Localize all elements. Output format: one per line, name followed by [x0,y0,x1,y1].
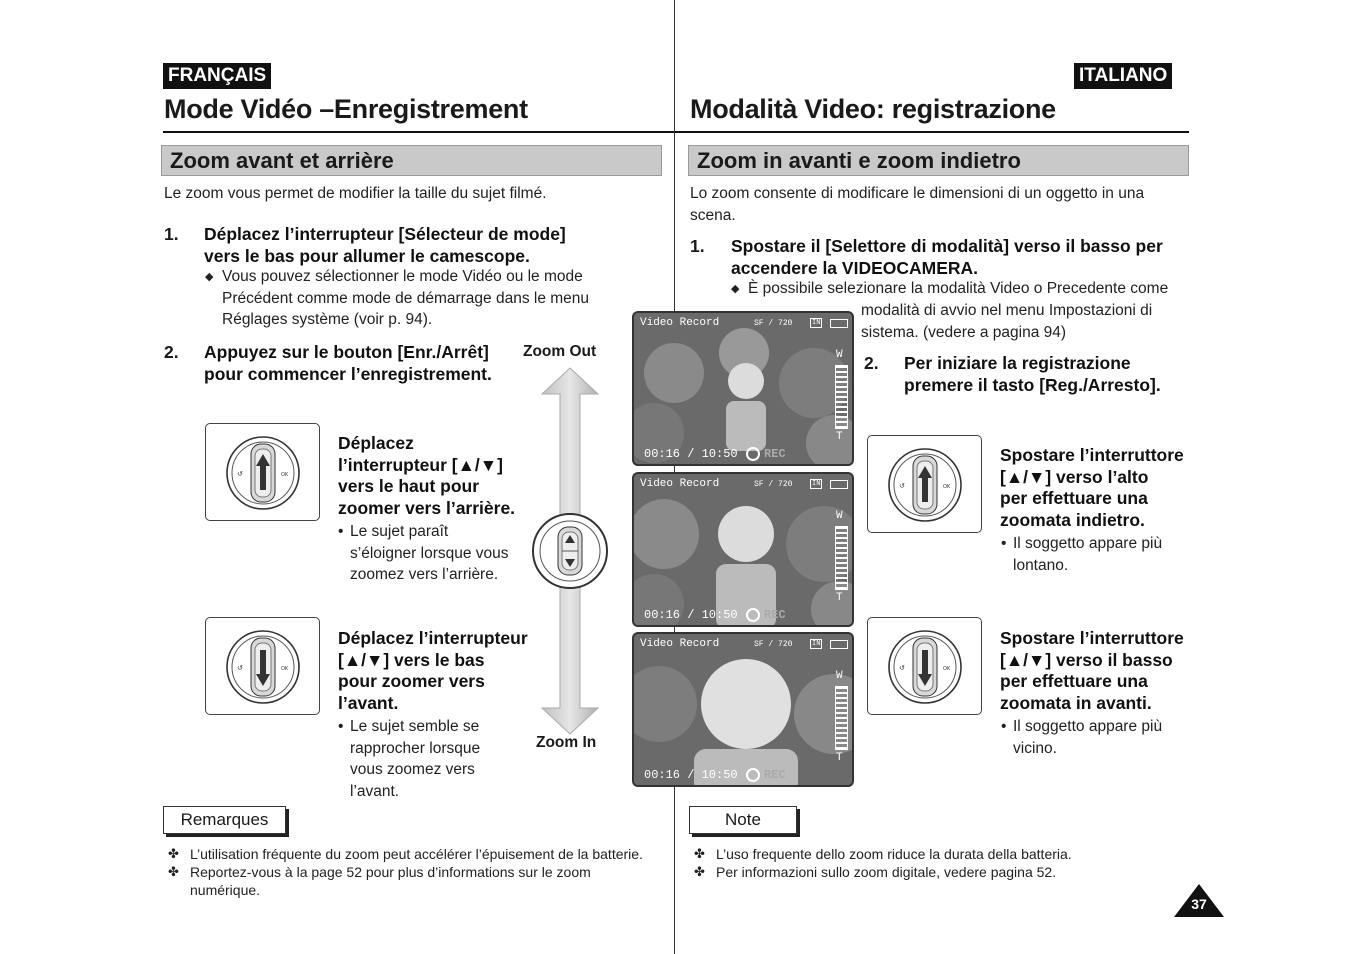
rec-circle-icon [746,768,760,782]
lcd-mode-text: Video Record [640,317,720,329]
lcd-t: T [836,592,843,604]
section-heading-french: Zoom avant et arrière [161,145,662,176]
zoomin-head-line1: Déplacez l’interrupteur [338,628,528,648]
notes-label-french: Remarques [163,806,286,834]
step1-it-sub-line2: modalità di avvio nel menu Impostazioni di [861,302,1153,319]
note-fr-2 [168,863,591,881]
zoomout-head-line3: vers le haut pour [338,476,480,496]
zoom-bar [835,365,848,429]
intro-french: Le zoom vous permet de modifier la taille du sujet filmé. [164,185,547,202]
zoomin-sub-french [350,716,480,802]
notes-label-italian: Note [689,806,797,834]
step2-number-italian: 2. [864,353,879,373]
lcd-sf: SF [754,319,764,328]
zoomin-sub-italian [1013,716,1162,759]
lcd-rec: REC [764,447,786,461]
step2-number-french: 2. [164,342,179,362]
zoomout-it-line1: Spostare l’interruttore [1000,445,1184,465]
lcd-res: 720 [778,319,793,328]
note-marker-icon: ✤ [168,846,179,861]
lcd-photo-mid [634,474,854,627]
page-title-italian: Modalità Video: registrazione [690,94,1056,124]
lcd-t: T [836,431,843,443]
zoomout-head-line1: Déplacez [338,433,414,453]
zoomout-head-line2: l’interrupteur [▲/▼] [338,454,503,475]
step1-text-french [204,224,566,267]
intro-it-line1: Lo zoom consente di modificare le dimensioni di un oggetto in una [690,185,1145,202]
lcd-preview-tele [632,632,854,787]
lcd-photo-wide [634,313,854,466]
zoomin-head-italian [1000,628,1184,714]
zoomin-it-sub1: • Il soggetto appare più [1013,716,1162,738]
lcd-preview-wide [632,311,854,466]
zoomout-sub-italian [1013,533,1162,576]
zoomout-it-line4: zoomata indietro. [1000,509,1145,530]
svg-text:OK: OK [281,666,289,672]
zoom-dial-down-icon [868,618,983,716]
zoom-bar [835,686,848,750]
zoomin-head-french [338,628,528,714]
zoom-dial-up-icon [206,424,321,522]
page-title-french: Mode Vidéo –Enregistrement [164,94,528,124]
zoomin-it-line4: zoomata in avanti. [1000,692,1152,713]
lcd-res: 720 [778,480,793,489]
lcd-mode-text: Video Record [640,478,720,490]
step2-it-line2: premere il tasto [Reg./Arresto]. [904,374,1161,395]
lcd-time: 00:16 / 10:50 [644,447,738,461]
note-fr-2-text: Reportez-vous à la page 52 pour plus d’informations sur le zoom [190,864,591,880]
zoom-dial-up-icon [868,436,983,534]
svg-text:OK: OK [943,666,951,672]
page-number-badge [1174,884,1224,917]
lcd-rec: REC [764,768,786,782]
zoomin-head-line2: [▲/▼] vers le bas [338,649,485,670]
step1-sub-line1: ◆ Vous pouvez sélectionner le mode Vidéo ou le mode [222,266,589,288]
zoomin-head-line3: pour zoomer vers [338,671,485,691]
zoomin-head-line4: l’avant. [338,692,399,713]
step1-number-italian: 1. [690,236,705,256]
step2-it-line1: Per iniziare la registrazione [904,353,1131,373]
battery-icon [830,319,848,328]
lcd-sf: SF [754,640,764,649]
lcd-sep: / [768,480,774,489]
step1-sub-italian-line1 [748,278,1168,300]
note-marker-icon: ✤ [168,864,179,879]
zoomin-sub-line2: rapprocher lorsque [350,739,481,757]
step1-number-french: 1. [164,224,179,244]
step1-it-line2: accendere la VIDEOCAMERA. [731,257,979,278]
step2-text-french [204,342,492,385]
svg-text:↺: ↺ [899,664,905,672]
lcd-sep: / [768,640,774,649]
zoom-dial-down-icon [206,618,321,716]
step1-it-sub-line1: ◆ È possibile selezionare la modalità Video o Precedente come [748,278,1168,300]
center-dial-icon [534,515,606,587]
lcd-t: T [836,752,843,764]
note-marker-icon: ✤ [694,846,705,861]
zoomout-sub-line3: zoomez vers l’arrière. [350,566,499,583]
lcd-time: 00:16 / 10:50 [644,768,738,782]
step2-line2: pour commencer l’enregistrement. [204,363,492,384]
lcd-w: W [836,349,843,361]
zoom-dial-down-italian [867,617,982,715]
zoomin-sub-line3: vous zoomez vers [350,761,475,778]
zoomout-it-line2: [▲/▼] verso l’alto [1000,466,1149,487]
lcd-quality [754,640,792,649]
step1-sub-line3: Réglages système (voir p. 94). [222,311,433,328]
note-fr-3: numérique. [190,882,261,898]
lcd-preview-mid [632,472,854,627]
lcd-quality [754,319,792,328]
zoomout-sub-french [350,521,509,586]
step1-line2: vers le bas pour allumer le camescope. [204,245,530,266]
zoomin-sub-line4: l’avant. [350,782,400,800]
zoom-dial-up-italian [867,435,982,533]
svg-text:OK: OK [943,484,951,490]
title-rule-french [163,131,674,133]
svg-text:OK: OK [281,472,289,478]
lcd-in-badge: IN [812,640,821,648]
section-heading-italian: Zoom in avanti e zoom indietro [688,145,1189,176]
zoomout-head-line4: zoomer vers l’arrière. [338,497,516,518]
lcd-rec: REC [764,608,786,622]
step1-sub-french [222,266,589,331]
zoom-bar [835,526,848,590]
lang-tag-italian: ITALIANO [1074,63,1172,89]
note-it-1 [694,845,1072,863]
svg-text:↺: ↺ [237,470,243,478]
rec-circle-icon [746,608,760,622]
zoomout-it-sub1: • Il soggetto appare più [1013,533,1162,555]
step1-it-line1: Spostare il [Selettore di modalità] verso il basso per [731,236,1163,256]
zoom-dial-down-french [205,617,320,715]
zoom-dial-up-french [205,423,320,521]
lcd-in-badge: IN [812,480,821,488]
lcd-w: W [836,510,843,522]
zoomout-it-line3: per effettuare una [1000,488,1148,508]
intro-italian [690,183,1144,226]
center-zoom-dial [532,513,608,589]
note-it-2 [694,863,1057,881]
title-rule-italian [675,131,1189,133]
note-fr-1 [168,845,643,863]
zoom-out-label: Zoom Out [523,343,597,360]
rec-circle-icon [746,447,760,461]
intro-it-line2: scena. [690,206,736,224]
lcd-photo-tele [634,634,854,787]
lcd-w: W [836,670,843,682]
step2-text-italian [904,353,1161,396]
step1-it-sub-line3: sistema. (vedere a pagina 94) [861,323,1067,341]
zoomout-it-sub2: lontano. [1013,556,1069,574]
battery-icon [830,480,848,489]
svg-text:↺: ↺ [237,664,243,672]
zoomin-it-line3: per effettuare una [1000,671,1148,691]
note-it-1-text: L’uso frequente dello zoom riduce la durata della batteria. [716,846,1072,862]
battery-icon [830,640,848,649]
step1-sub-italian-rest [861,300,1152,343]
lcd-in-badge: IN [812,319,821,327]
zoomout-sub-line2: s’éloigner lorsque vous [350,544,509,562]
zoomin-it-line1: Spostare l’interruttore [1000,628,1184,648]
zoomout-head-french [338,433,515,519]
note-marker-icon: ✤ [694,864,705,879]
lcd-mode-text: Video Record [640,638,720,650]
lcd-res: 720 [778,640,793,649]
zoomin-sub-line1: • Le sujet semble se [350,716,480,738]
zoomin-it-sub2: vicino. [1013,739,1057,757]
zoom-in-label: Zoom In [536,734,597,751]
step1-text-italian [731,236,1163,279]
zoomout-sub-line1: • Le sujet paraît [350,521,509,543]
lcd-sep: / [768,319,774,328]
lcd-sf: SF [754,480,764,489]
lcd-quality [754,480,792,489]
svg-text:↺: ↺ [899,482,905,490]
lcd-time: 00:16 / 10:50 [644,608,738,622]
step2-line1: Appuyez sur le bouton [Enr./Arrêt] [204,342,489,362]
step1-sub-line2: Précédent comme mode de démarrage dans le menu [222,289,590,307]
page-number: 37 [1191,896,1207,912]
note-fr-1-text: L’utilisation fréquente du zoom peut accélérer l’épuisement de la batterie. [190,846,643,862]
step1-line1: Déplacez l’interrupteur [Sélecteur de mode] [204,224,566,244]
note-it-2-text: Per informazioni sullo zoom digitale, vedere pagina 52. [716,864,1057,880]
zoomin-it-line2: [▲/▼] verso il basso [1000,649,1173,670]
lang-tag-french: FRANÇAIS [163,63,271,89]
zoomout-head-italian [1000,445,1184,531]
